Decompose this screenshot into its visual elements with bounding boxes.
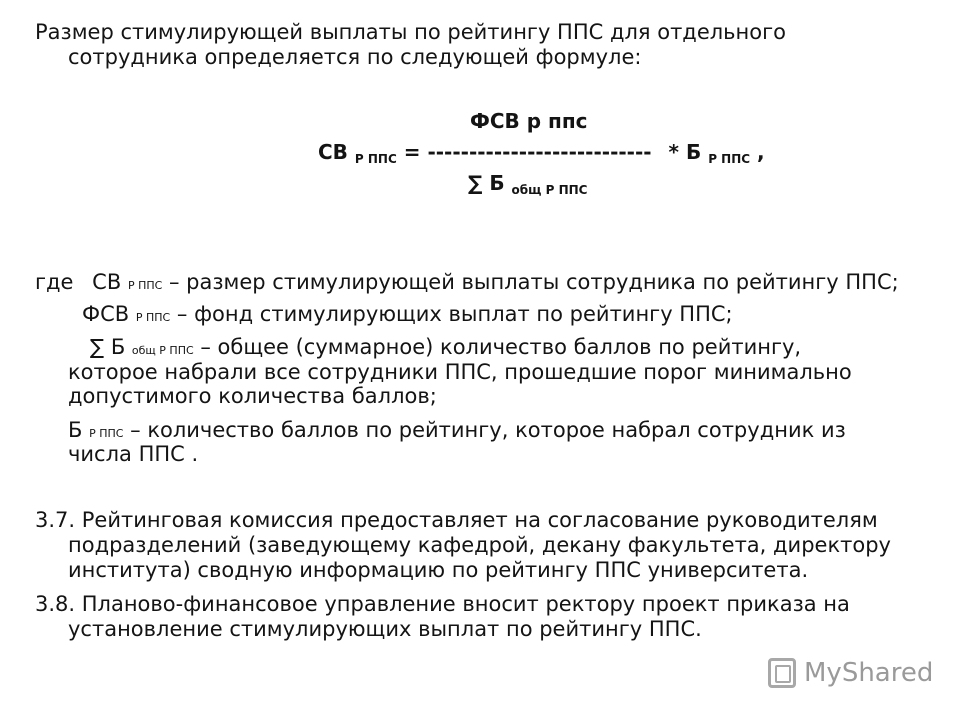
def1-sub: Р ППС bbox=[127, 279, 163, 292]
where-label: где bbox=[35, 270, 74, 294]
clause-3-7-line-2: подразделений (заведующему кафедрой, декану факультета, директору bbox=[68, 533, 891, 557]
def4-sub: Р ППС bbox=[89, 427, 124, 440]
def1-term: СВ bbox=[92, 270, 122, 294]
definition-2 bbox=[82, 302, 733, 326]
def4-term: Б bbox=[68, 418, 83, 442]
formula-denominator-sub: общ Р ППС bbox=[511, 183, 588, 197]
formula-lhs-sub: Р ППС bbox=[354, 152, 397, 166]
clause-3-7-line-1: 3.7. Рейтинговая комиссия предоставляет на согласование руководителям bbox=[35, 508, 878, 532]
def2-sub: Р ППС bbox=[135, 311, 171, 324]
def1-text: – размер стимулирующей выплаты сотрудника по рейтингу ППС; bbox=[168, 270, 899, 294]
formula-multiplier-sub: Р ППС bbox=[708, 152, 751, 166]
definition-3-line-3: допустимого количества баллов; bbox=[68, 384, 437, 408]
formula-comma: , bbox=[757, 140, 765, 164]
def2-text: – фонд стимулирующих выплат по рейтингу ППС; bbox=[176, 302, 733, 326]
formula-main-line bbox=[318, 141, 765, 164]
clause-3-8-line-2: установление стимулирующих выплат по рейтингу ППС. bbox=[68, 617, 702, 641]
watermark-logo-icon bbox=[768, 658, 796, 688]
def3-sub: общ Р ППС bbox=[131, 344, 194, 357]
def2-term: ФСВ bbox=[82, 302, 130, 326]
formula-lhs: СВ bbox=[318, 140, 348, 164]
def4-text-1: – количество баллов по рейтингу, которое набрал сотрудник из bbox=[130, 418, 846, 442]
intro-line-1: Размер стимулирующей выплаты по рейтингу ППС для отдельного bbox=[35, 20, 787, 44]
formula-denominator bbox=[468, 172, 587, 195]
formula-equals-dashes: = --------------------------- bbox=[403, 140, 652, 164]
definition-1 bbox=[35, 270, 899, 294]
definition-4-line-1 bbox=[68, 418, 846, 442]
def3-term: ∑ Б bbox=[90, 335, 126, 359]
watermark-text: MyShared bbox=[804, 658, 934, 688]
definition-3-line-1 bbox=[90, 335, 801, 359]
watermark bbox=[768, 658, 933, 688]
formula-numerator: ФСВ р ппс bbox=[470, 109, 588, 133]
definition-3-line-2: которое набрали все сотрудники ППС, прошедшие порог минимально bbox=[68, 360, 852, 384]
formula-multiplier: * Б bbox=[668, 140, 702, 164]
def3-text-1: – общее (суммарное) количество баллов по рейтингу, bbox=[200, 335, 802, 359]
clause-3-8-line-1: 3.8. Планово-финансовое управление вносит ректору проект приказа на bbox=[35, 592, 850, 616]
clause-3-7-line-3: института) сводную информацию по рейтингу ППС университета. bbox=[68, 558, 809, 582]
definition-4-line-2: числа ППС . bbox=[68, 442, 199, 466]
formula-denominator-sym: ∑ Б bbox=[468, 171, 505, 195]
intro-line-2: сотрудника определяется по следующей формуле: bbox=[68, 45, 642, 69]
